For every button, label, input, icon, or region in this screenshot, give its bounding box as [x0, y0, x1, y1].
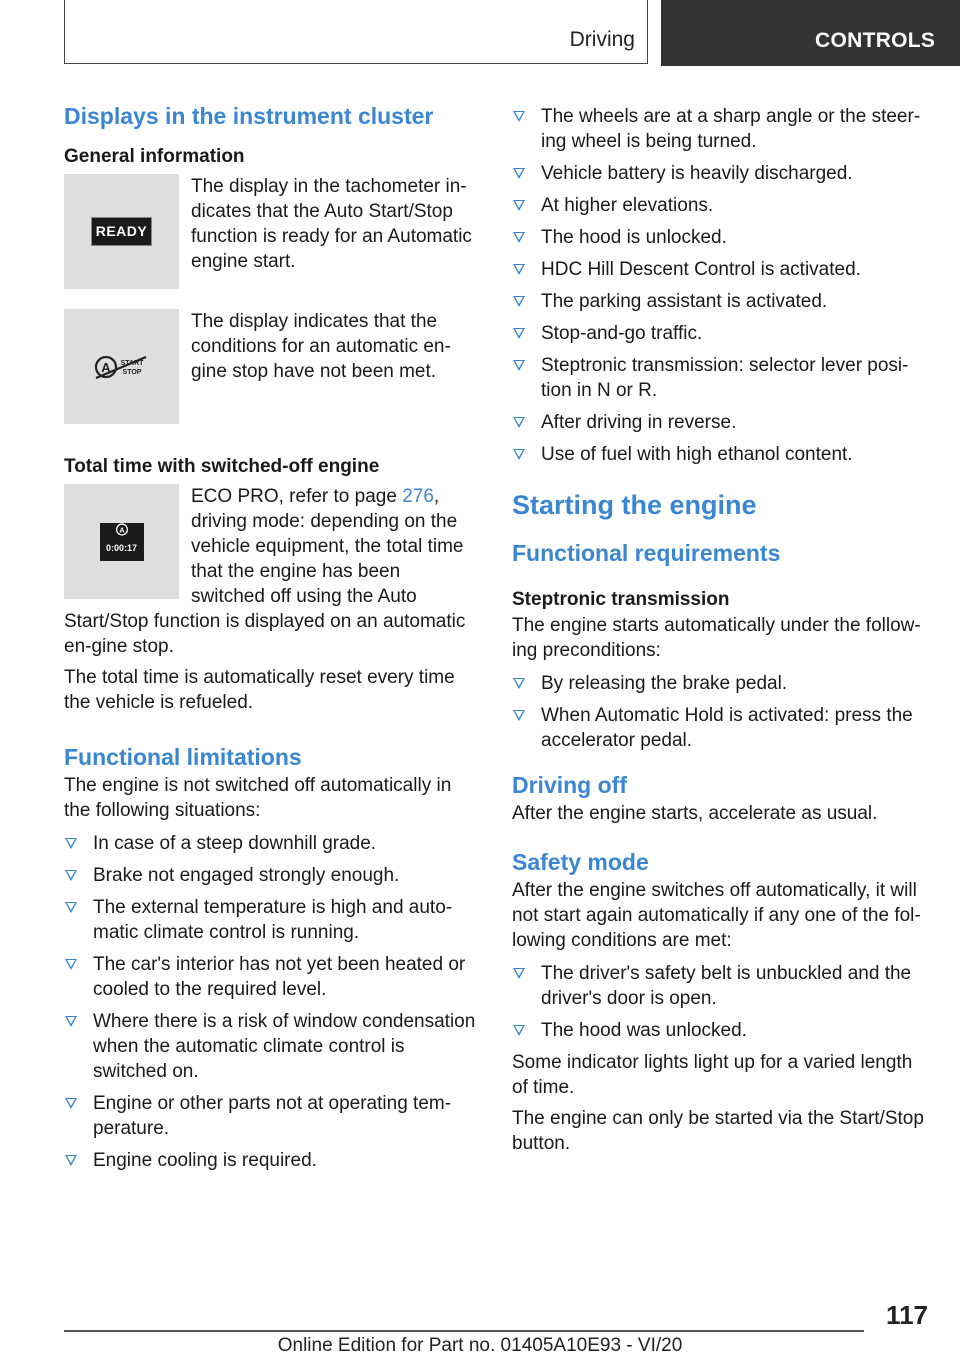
ready-display-figure	[64, 174, 179, 289]
steptronic-heading: Steptronic transmission	[512, 589, 730, 610]
bullet-triangle-icon	[513, 296, 525, 307]
list-item-text: Stop-and-go traffic.	[541, 323, 703, 344]
general-info-heading: General information	[64, 146, 245, 167]
svg-text:STOP: STOP	[122, 368, 141, 376]
ready-figure-row	[64, 174, 478, 289]
section-title-displays: Displays in the instrument cluster	[64, 103, 434, 129]
steptronic-intro: The engine starts automatically under the follow-ing preconditions:	[512, 615, 921, 661]
indicator-text: Some indicator lights light up for a varied length of time.	[512, 1052, 913, 1098]
page-number: 117	[886, 1300, 928, 1330]
header-frame	[64, 0, 648, 64]
timer-icon	[100, 523, 144, 561]
reset-text: The total time is automatically reset every time the vehicle is refueled.	[64, 667, 455, 713]
limitations-list	[64, 831, 478, 1173]
list-item-text: After driving in reverse.	[541, 412, 737, 433]
list-item-text: The car's interior has not yet been heated or cooled to the required level.	[93, 954, 466, 1000]
total-time-text-after-link: , driving mode: depending on the vehicle equipment, the total time that the engine has been switched off using the Auto Start/Stop function is displayed on an automatic en-gine stop.	[64, 486, 466, 657]
bullet-triangle-icon	[65, 1155, 77, 1166]
safety-list	[512, 961, 928, 1043]
list-item-text: Where there is a risk of window condensation when the automatic climate control is switched on.	[93, 1011, 476, 1082]
header-chapter-tab: CONTROLS	[661, 0, 960, 66]
bullet-triangle-icon	[513, 417, 525, 428]
bullet-triangle-icon	[513, 449, 525, 460]
list-item-text: Vehicle battery is heavily discharged.	[541, 163, 853, 184]
list-item-text: In case of a steep downhill grade.	[93, 833, 377, 854]
list-item	[64, 895, 478, 945]
list-item	[512, 289, 928, 314]
auto-start-stop-off-icon	[94, 354, 150, 380]
list-item	[512, 703, 928, 753]
svg-text:START: START	[120, 359, 143, 367]
driving-off-heading: Driving off	[512, 772, 627, 798]
safety-intro: After the engine switches off automatically, it will not start again automatically if any one of the fol-lowing conditions are met:	[512, 880, 921, 951]
bullet-triangle-icon	[513, 264, 525, 275]
list-item	[64, 1009, 478, 1084]
bullet-triangle-icon	[513, 1025, 525, 1036]
ready-badge: READY	[91, 217, 153, 246]
list-item-text: The driver's safety belt is unbuckled and the driver's door is open.	[541, 963, 912, 1009]
bullet-triangle-icon	[513, 710, 525, 721]
list-item	[512, 104, 928, 154]
total-time-heading: Total time with switched-off engine	[64, 456, 380, 477]
list-item	[512, 961, 928, 1011]
list-item-text: When Automatic Hold is activated: press the accelerator pedal.	[541, 705, 913, 751]
autostop-figure-row	[64, 309, 478, 424]
bullet-triangle-icon	[513, 111, 525, 122]
list-item-text: Engine cooling is required.	[93, 1150, 317, 1171]
list-item	[512, 1018, 928, 1043]
list-item-text: Engine or other parts not at operating tem-perature.	[93, 1093, 452, 1139]
list-item	[64, 952, 478, 1002]
total-time-text-before-link: ECO PRO, refer to page	[191, 486, 403, 507]
steptronic-list	[512, 671, 928, 753]
starting-engine-title: Starting the engine	[512, 490, 757, 520]
list-item	[512, 410, 928, 435]
bullet-triangle-icon	[513, 232, 525, 243]
func-req-heading: Functional requirements	[512, 540, 781, 566]
list-item-text: The hood is unlocked.	[541, 227, 727, 248]
list-item	[512, 442, 928, 467]
safety-mode-heading: Safety mode	[512, 849, 649, 875]
driving-off-text: After the engine starts, accelerate as usual.	[512, 803, 878, 824]
bullet-triangle-icon	[513, 200, 525, 211]
list-item-text: HDC Hill Descent Control is activated.	[541, 259, 861, 280]
bullet-triangle-icon	[65, 902, 77, 913]
list-item	[512, 193, 928, 218]
total-time-block	[64, 484, 478, 659]
svg-text:A: A	[118, 524, 125, 534]
list-item-text: The hood was unlocked.	[541, 1020, 747, 1041]
list-item	[512, 257, 928, 282]
bullet-triangle-icon	[65, 838, 77, 849]
bullet-triangle-icon	[65, 1016, 77, 1027]
autostop-description: The display indicates that the conditions for an automatic en-gine stop have not been met.	[191, 311, 451, 382]
list-item-text: At higher elevations.	[541, 195, 714, 216]
list-item-text: The wheels are at a sharp angle or the steer-ing wheel is being turned.	[541, 106, 921, 152]
right-column	[512, 104, 928, 1162]
list-item-text: The parking assistant is activated.	[541, 291, 828, 312]
footer-divider	[64, 1330, 864, 1332]
startstop-text: The engine can only be started via the Start/Stop button.	[512, 1108, 924, 1154]
limitations-heading: Functional limitations	[64, 744, 302, 770]
bullet-triangle-icon	[513, 328, 525, 339]
limitations-list-continued	[512, 104, 928, 467]
bullet-triangle-icon	[65, 870, 77, 881]
bullet-triangle-icon	[65, 959, 77, 970]
limitations-intro: The engine is not switched off automatically in the following situations:	[64, 775, 452, 821]
list-item	[512, 225, 928, 250]
list-item	[512, 671, 928, 696]
bullet-triangle-icon	[65, 1098, 77, 1109]
list-item-text: The external temperature is high and auto-matic climate control is running.	[93, 897, 453, 943]
bullet-triangle-icon	[513, 168, 525, 179]
list-item-text: Steptronic transmission: selector lever posi-tion in N or R.	[541, 355, 909, 401]
list-item	[64, 1091, 478, 1141]
list-item-text: By releasing the brake pedal.	[541, 673, 788, 694]
list-item	[64, 863, 478, 888]
list-item	[64, 831, 478, 856]
header-section-title: Driving	[569, 28, 635, 51]
page-ref-link[interactable]: 276	[402, 486, 434, 507]
list-item	[512, 353, 928, 403]
list-item-text: Use of fuel with high ethanol content.	[541, 444, 853, 465]
timer-display-figure	[64, 484, 179, 599]
footer-edition: Online Edition for Part no. 01405A10E93 - VI/20	[277, 1335, 683, 1356]
bullet-triangle-icon	[513, 968, 525, 979]
autostop-unavailable-figure	[64, 309, 179, 424]
bullet-triangle-icon	[513, 678, 525, 689]
list-item	[512, 161, 928, 186]
timer-value: 0:00:17	[105, 542, 138, 553]
svg-text:A: A	[100, 359, 111, 375]
bullet-triangle-icon	[513, 360, 525, 371]
list-item-text: Brake not engaged strongly enough.	[93, 865, 400, 886]
list-item	[512, 321, 928, 346]
ready-description: The display in the tachometer in-dicates that the Auto Start/Stop function is ready for an Automatic engine start.	[191, 176, 472, 272]
list-item	[64, 1148, 478, 1173]
left-column	[64, 100, 478, 1180]
